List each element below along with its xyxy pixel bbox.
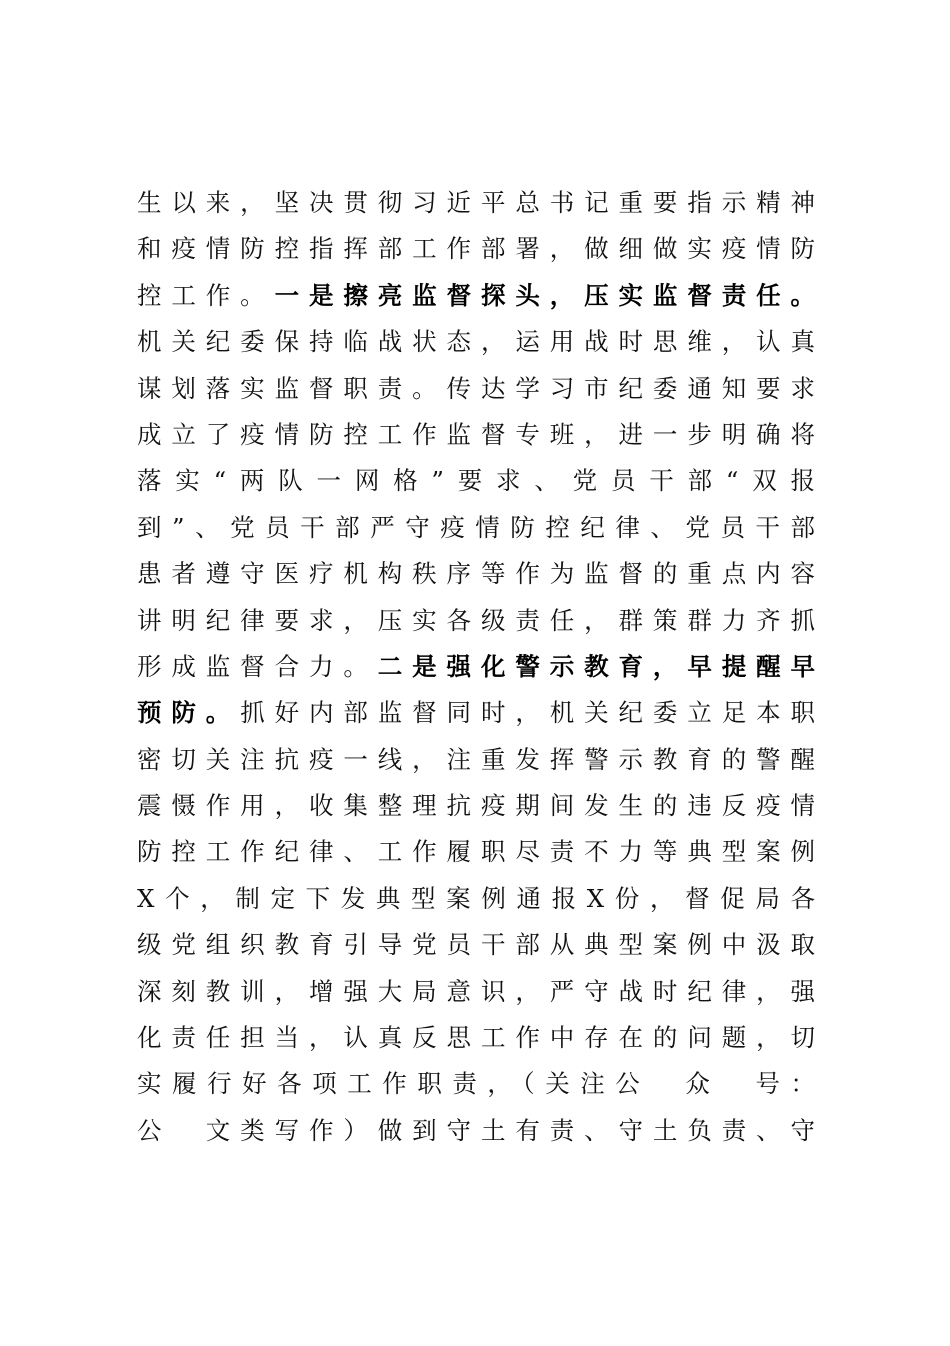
text-line <box>137 551 815 597</box>
text-line <box>137 366 815 412</box>
body-text-segment: 抓好内部监督同时，机关纪委立足本职 <box>240 698 815 728</box>
body-paragraph <box>137 180 815 1154</box>
body-text-segment: 机关纪委保持临战状态，运用战时思维，认真 <box>137 327 815 357</box>
text-line <box>137 1108 815 1154</box>
body-text-segment: 谋划落实监督职责。传达学习市纪委通知要求 <box>137 373 815 403</box>
body-text-segment: 实履行好各项工作职责，（关注公 众 号： <box>137 1069 815 1099</box>
body-text-segment: 形成监督合力。 <box>137 651 378 681</box>
bold-heading-text: 一是擦亮监督探头，压实监督责任。 <box>274 280 815 310</box>
text-line <box>137 1061 815 1107</box>
body-text-segment: 防控工作纪律、工作履职尽责不力等典型案例 <box>137 837 815 867</box>
body-text-segment: 到”、党员干部严守疫情防控纪律、党员干部 <box>137 512 815 542</box>
text-line <box>137 737 815 783</box>
body-text-segment: 患者遵守医疗机构秩序等作为监督的重点内容 <box>137 559 815 589</box>
body-text-segment: 震慑作用，收集整理抗疫期间发生的违反疫情 <box>137 791 815 821</box>
body-text-segment: 密切关注抗疫一线，注重发挥警示教育的警醒 <box>137 744 815 774</box>
body-text-segment: 落实“两队一网格”要求、党员干部“双报 <box>137 466 815 496</box>
text-line <box>137 1015 815 1061</box>
text-line <box>137 226 815 272</box>
text-line <box>137 829 815 875</box>
bold-heading-text: 二是强化警示教育，早提醒早 <box>377 651 815 681</box>
text-line <box>137 922 815 968</box>
text-line <box>137 969 815 1015</box>
bold-heading-text: 预防。 <box>137 698 241 728</box>
text-line <box>137 273 815 319</box>
text-line <box>137 644 815 690</box>
body-text-segment: 控工作。 <box>137 280 275 310</box>
text-line <box>137 319 815 365</box>
body-text-segment: 生以来，坚决贯彻习近平总书记重要指示精神 <box>137 188 815 217</box>
body-text-segment: 和疫情防控指挥部工作部署，做细做实疫情防 <box>137 234 815 264</box>
text-line <box>137 783 815 829</box>
text-line <box>137 180 815 226</box>
text-line <box>137 458 815 504</box>
body-text-segment: X个，制定下发典型案例通报X份，督促局各 <box>137 883 815 913</box>
text-line <box>137 412 815 458</box>
body-text-segment: 公 文类写作）做到守土有责、守土负责、守 <box>137 1115 815 1145</box>
text-line <box>137 505 815 551</box>
text-line <box>137 598 815 644</box>
body-text-segment: 讲明纪律要求，压实各级责任，群策群力齐抓 <box>137 605 815 635</box>
body-text-segment: 化责任担当，认真反思工作中存在的问题，切 <box>137 1023 815 1053</box>
text-line <box>137 876 815 922</box>
body-text-segment: 深刻教训，增强大局意识，严守战时纪律，强 <box>137 976 815 1006</box>
body-text-segment: 级党组织教育引导党员干部从典型案例中汲取 <box>137 930 815 960</box>
text-line <box>137 690 815 736</box>
body-text-segment: 成立了疫情防控工作监督专班，进一步明确将 <box>137 419 815 449</box>
